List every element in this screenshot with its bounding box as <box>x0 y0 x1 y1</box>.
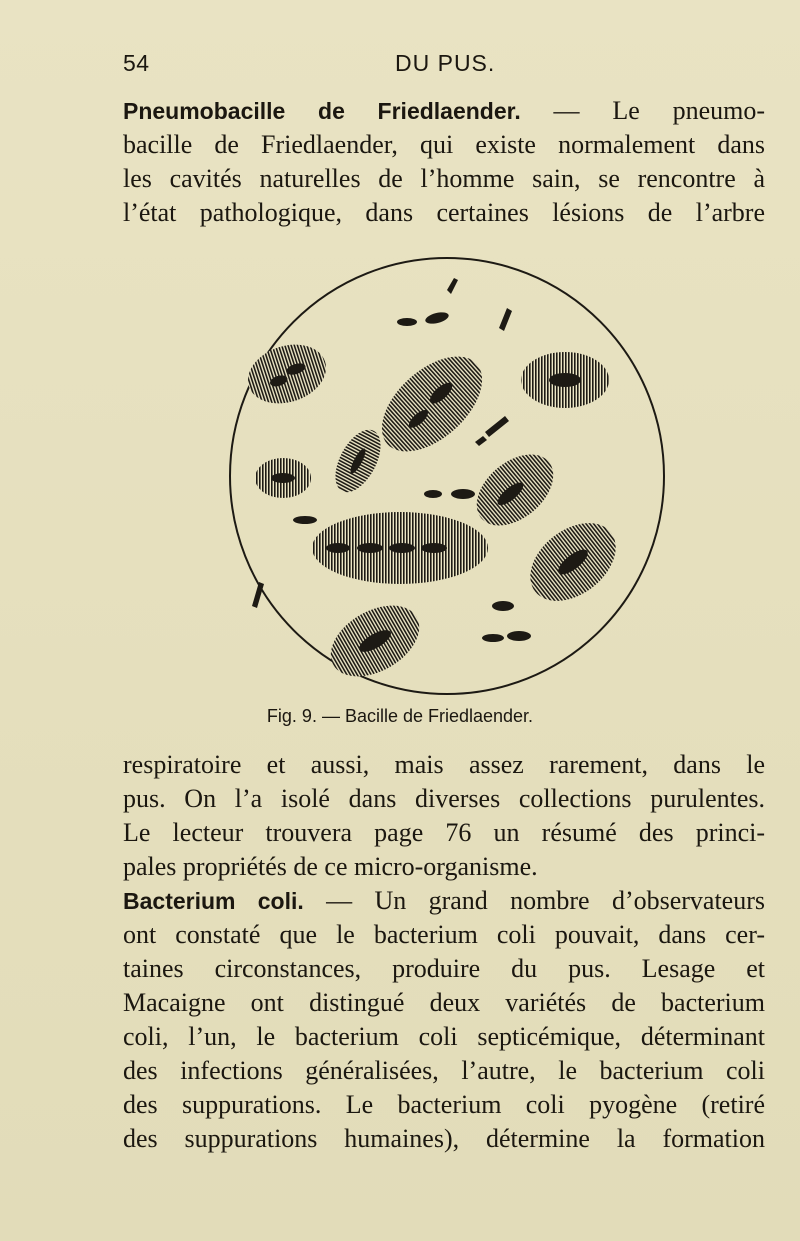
text-line: pus. On l’a isolé dans diverses collections purulentes. <box>123 784 765 813</box>
text-line: Le lecteur trouvera page 76 un résumé des princi- <box>123 818 765 847</box>
text-line: pales propriétés de ce micro-organisme. <box>123 852 538 881</box>
text-line: Bacterium coli. — Un grand nombre d’observateurs <box>123 886 765 915</box>
section-heading-bacterium-coli: Bacterium coli. <box>123 888 304 914</box>
text-line: bacille de Friedlaender, qui existe normalement dans <box>123 130 765 159</box>
text-line: des infections généralisées, l’autre, le bacterium coli <box>123 1056 765 1085</box>
text-line: ont constaté que le bacterium coli pouvait, dans cer- <box>123 920 765 949</box>
paragraph-pneumobacille <box>123 94 765 230</box>
figure-caption: Fig. 9. — Bacille de Friedlaender. <box>266 706 534 726</box>
microscope-field-illustration <box>225 256 675 701</box>
section-heading-pneumobacille: Pneumobacille de Friedlaender. <box>123 98 521 124</box>
text-line: respiratoire et aussi, mais assez rarement, dans le <box>123 750 765 779</box>
running-head: DU PUS. <box>395 50 496 76</box>
text-line: Pneumobacille de Friedlaender. — Le pneumo- <box>123 96 765 125</box>
text-line: des suppurations. Le bacterium coli pyogène (retiré <box>123 1090 765 1119</box>
capsulated-bacilli <box>240 335 630 691</box>
text-line: les cavités naturelles de l’homme sain, se rencontre à <box>123 164 765 193</box>
page-number: 54 <box>123 50 150 76</box>
text-line: Macaigne ont distingué deux variétés de bacterium <box>123 988 765 1017</box>
text-line: des suppurations humaines), détermine la formation <box>123 1124 765 1153</box>
paragraph-bacterium-coli <box>123 748 765 1156</box>
text-line: l’état pathologique, dans certaines lésions de l’arbre <box>123 198 765 227</box>
page-header <box>123 50 768 86</box>
text-line: taines circonstances, produire du pus. Lesage et <box>123 954 765 983</box>
text-line: coli, l’un, le bacterium coli septicémique, déterminant <box>123 1022 765 1051</box>
